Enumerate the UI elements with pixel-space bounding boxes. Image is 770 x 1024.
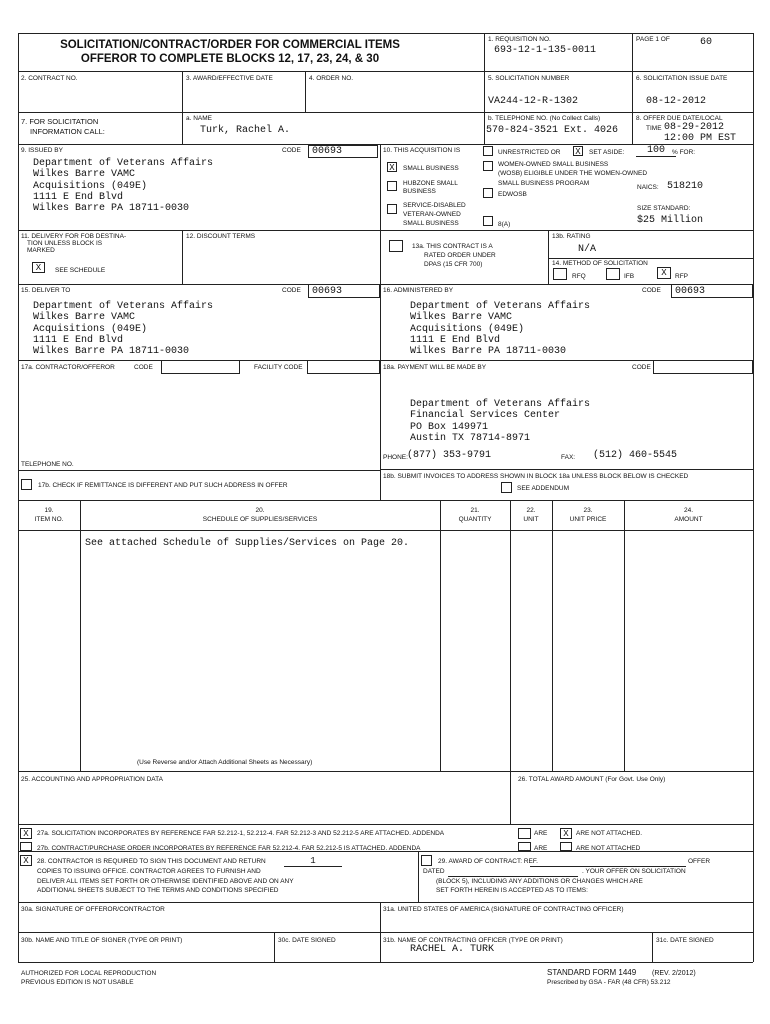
8a-label: 8(A) [498,221,511,228]
administered-by-code[interactable]: 00693 [671,284,753,298]
col-23-number: 23. [583,507,593,514]
edwosb-checkbox[interactable] [483,188,493,198]
address-line: PO Box 149971 [410,421,489,433]
wosb-label-3: SMALL BUSINESS PROGRAM [498,180,590,187]
address-line: 1111 E End Blvd [410,334,501,346]
address-line: Wilkes Barre VAMC [410,312,513,324]
sdvosb-label-1: SERVICE-DISABLED [403,202,466,209]
offer-due-label: 8. OFFER DUE DATE/LOCAL [636,115,723,122]
rating-value[interactable]: N/A [578,244,597,255]
27b-are-checkbox[interactable] [518,842,531,851]
27a-are-label: ARE [534,830,548,837]
27b-not-attached-checkbox[interactable] [560,842,572,851]
28-label-4: ADDITIONAL SHEETS SUBJECT TO THE TERMS AND CONDITIONS SPECIFIED [37,887,279,894]
col-21-number: 21. [470,507,480,514]
deliver-to-code-label: CODE [282,287,301,294]
deliver-to-address [33,301,213,357]
phone-label: PHONE: [383,454,408,461]
31c-label: 31c. DATE SIGNED [656,937,714,944]
31a-label: 31a. UNITED STATES OF AMERICA (SIGNATURE OF CONTRACTING OFFICER) [383,906,624,913]
sdvosb-checkbox[interactable] [387,204,397,214]
set-aside-checkbox[interactable]: X [573,146,583,156]
order-no-label: 4. ORDER NO. [309,75,354,82]
address-line: Austin TX 78714-8971 [410,432,531,444]
ifb-checkbox[interactable] [606,268,620,280]
31b-label: 31b. NAME OF CONTRACTING OFFICER (TYPE OR PRINT) [383,937,563,944]
method-label: 14. METHOD OF SOLICITATION [552,260,648,267]
contractor-code-field[interactable] [161,360,240,374]
fob-label-1: 11. DELIVERY FOR FOB DESTINA- [21,233,127,240]
small-business-checkbox[interactable]: X [387,162,397,172]
size-standard-value[interactable]: $25 Million [637,215,704,226]
time-label: TIME [646,125,662,132]
29-label-3: (BLOCK 5), INCLUDING ANY ADDITIONS OR CHANGES WHICH ARE [436,878,643,885]
27b-checkbox[interactable] [20,842,32,851]
30c-label: 30c. DATE SIGNED [278,937,336,944]
29-dated-label: DATED [423,868,445,875]
hubzone-checkbox[interactable] [387,181,397,191]
col-unit: UNIT [523,516,539,523]
address-line: Wilkes Barre PA 18711-0030 [33,346,190,358]
page-total: 60 [700,37,713,48]
telephone-no-label: TELEPHONE NO. [21,461,74,468]
contract-no-label: 2. CONTRACT NO. [21,75,78,82]
address-line: Department of Veterans Affairs [33,158,214,169]
requisition-label: 1. REQUISITION NO. [488,36,551,43]
addendum-checkbox[interactable] [501,482,512,493]
payment-fax[interactable]: (512) 460-5545 [593,450,678,461]
schedule-note: (Use Reverse and/or Attach Additional Sheets as Necessary) [137,759,313,766]
rated-order-label-1: 13a. THIS CONTRACT IS A [412,243,493,250]
rating-label: 13b. RATING [552,233,591,240]
28-copies[interactable]: 1 [284,857,342,867]
rated-order-label-3: DPAS (15 CFR 700) [424,261,483,268]
unrestricted-checkbox[interactable] [483,146,493,156]
wosb-label-2: (WOSB) ELIGIBLE UNDER THE WOMEN-OWNED [498,170,648,177]
27b-not-attached-label: ARE NOT ATTACHED [576,845,641,852]
footer-revision: (REV. 2/2012) [652,970,696,977]
col-schedule: SCHEDULE OF SUPPLIES/SERVICES [202,516,318,523]
remittance-label: 17b. CHECK IF REMITTANCE IS DIFFERENT AND PUT SUCH ADDRESS IN OFFER [38,482,288,489]
address-line: Acquisitions (049E) [33,323,148,335]
contractor-code-label: CODE [134,364,153,371]
issued-by-code[interactable]: 00693 [308,145,378,158]
facility-code-field[interactable] [307,360,380,374]
rfq-label: RFQ [572,273,586,280]
29-label-2: . YOUR OFFER ON SOLICITATION [582,868,686,875]
solicitation-number-label: 5. SOLICITATION NUMBER [488,75,570,82]
solicitation-info-label-2: INFORMATION CALL: [30,127,105,136]
27b-label: 27b. CONTRACT/PURCHASE ORDER INCORPORATES BY REFERENCE FAR 52.212-4. FAR 52.212-5 IS ATTACHED. ADDENDA [37,845,421,852]
issued-by-code-label: CODE [282,147,301,154]
col-amount: AMOUNT [674,516,703,523]
payment-code-field[interactable] [653,360,753,374]
contact-name-value[interactable]: Turk, Rachel A. [200,125,291,136]
address-line: Wilkes Barre VAMC [33,169,136,181]
address-line: Department of Veterans Affairs [410,399,591,410]
offer-due-date[interactable]: 08-29-2012 [664,122,725,133]
form-title-line2: OFFEROR TO COMPLETE BLOCKS 12, 17, 23, 24, & 30 [80,53,380,65]
edwosb-label: EDWOSB [498,191,527,198]
address-line: Financial Services Center [410,410,561,422]
payment-label: 18a. PAYMENT WILL BE MADE BY [383,364,487,371]
footer-form-number: STANDARD FORM 1449 [547,968,637,977]
deliver-to-label: 15. DELIVER TO [21,287,71,294]
col-22-number: 22. [526,507,536,514]
28-label-2: COPIES TO ISSUING OFFICE. CONTRACTOR AGREES TO FURNISH AND [37,868,261,875]
27a-checkbox[interactable]: X [20,828,32,839]
administered-by-label: 16. ADMINISTERED BY [383,287,454,294]
contractor-label: 17a. CONTRACTOR/OFFEROR [21,364,115,371]
administered-by-code-label: CODE [642,287,661,294]
27a-label: 27a. SOLICITATION INCORPORATES BY REFERENCE FAR 52.212-1, 52.212-4. FAR 52.212-3 AND 52.212-5 ARE ATTACHED. ADDENDA [37,830,445,837]
offer-due-time[interactable]: 12:00 PM EST [664,133,737,144]
fob-label-2: TION UNLESS BLOCK IS [27,240,103,247]
size-standard-label: SIZE STANDARD: [637,205,691,212]
address-line: Acquisitions (049E) [33,180,148,192]
requisition-value[interactable]: 693-12-1-135-0011 [494,45,597,56]
29-label-4: SET FORTH HEREIN IS ACCEPTED AS TO ITEMS: [436,887,588,894]
address-line: Wilkes Barre VAMC [33,312,136,324]
acquisition-label: 10. THIS ACQUISITION IS [383,147,461,154]
rfp-label: RFP [675,273,688,280]
address-line: Department of Veterans Affairs [33,301,214,312]
name-label: a. NAME [186,115,213,122]
address-line: Wilkes Barre PA 18711-0030 [410,346,567,358]
issued-by-address [33,158,213,214]
set-aside-label: SET ASIDE: [589,149,625,156]
ifb-label: IFB [624,273,635,280]
see-schedule-label: SEE SCHEDULE [55,267,106,274]
payment-address [410,399,590,444]
administered-by-address [410,301,590,357]
solicitation-info-label-1: 7. FOR SOLICITATION [21,117,99,126]
28-checkbox[interactable]: X [20,855,32,866]
27a-not-attached-label: ARE NOT ATTACHED. [576,830,643,837]
fax-label: FAX: [561,454,576,461]
total-award-label: 26. TOTAL AWARD AMOUNT (For Govt. Use Only) [518,776,666,783]
address-line: Acquisitions (049E) [410,323,525,335]
col-quantity: QUANTITY [458,516,492,523]
wosb-label-1: WOMEN-OWNED SMALL BUSINESS [498,161,609,168]
rated-order-checkbox[interactable] [389,240,403,252]
27a-not-attached-checkbox[interactable]: X [560,828,572,839]
col-19-number: 19. [44,507,54,514]
solicitation-date-value[interactable]: 08-12-2012 [646,96,707,107]
facility-code-label: FACILITY CODE [254,364,303,371]
30a-label: 30a. SIGNATURE OF OFFEROR/CONTRACTOR [21,906,165,913]
small-business-label: SMALL BUSINESS [403,165,459,172]
29-label-1: 29. AWARD OF CONTRACT: REF. [438,858,538,865]
schedule-content: See attached Schedule of Supplies/Services on Page 20. [85,538,410,549]
28-label-3: DELIVER ALL ITEMS SET FORTH OR OTHERWISE IDENTIFIED ABOVE AND ON ANY [37,878,294,885]
naics-value[interactable]: 518210 [667,181,704,192]
contracting-officer-name[interactable]: RACHEL A. TURK [410,944,495,955]
col-item-no: ITEM NO. [34,516,64,523]
rated-order-label-2: RATED ORDER UNDER [424,252,496,259]
percent-for-label: % FOR: [672,149,696,156]
col-24-number: 24. [683,507,694,514]
hubzone-label-1: HUBZONE SMALL [403,180,458,187]
wosb-checkbox[interactable] [483,161,493,171]
footer-prescribed: Prescribed by GSA - FAR (48 CFR) 53.212 [547,979,671,986]
payment-phone[interactable]: (877) 353-9791 [407,450,492,461]
payment-code-label: CODE [632,364,651,371]
footer-authorized: AUTHORIZED FOR LOCAL REPRODUCTION [21,970,157,977]
col-unit-price: UNIT PRICE [569,516,607,523]
remittance-checkbox[interactable] [21,479,32,490]
solicitation-number-value[interactable]: VA244-12-R-1302 [488,96,579,107]
address-line: Department of Veterans Affairs [410,301,591,312]
page-label: PAGE 1 OF [636,36,670,43]
addendum-label: SEE ADDENDUM [517,485,570,492]
rfp-checkbox[interactable]: X [657,267,671,279]
29-checkbox[interactable] [421,855,432,866]
award-date-label: 3. AWARD/EFFECTIVE DATE [186,75,273,82]
telephone-label: b. TELEPHONE NO. (No Collect Calls) [488,115,601,122]
telephone-value[interactable]: 570-824-3521 Ext. 4026 [486,125,619,136]
invoice-label: 18b. SUBMIT INVOICES TO ADDRESS SHOWN IN BLOCK 18a UNLESS BLOCK BELOW IS CHECKED [383,473,689,480]
col-20-number: 20. [255,507,265,514]
address-line: 1111 E End Blvd [33,334,124,346]
accounting-label: 25. ACCOUNTING AND APPROPRIATION DATA [21,776,163,783]
issued-by-label: 9. ISSUED BY [21,147,63,154]
unrestricted-label: UNRESTRICTED OR [498,149,561,156]
solicitation-date-label: 6. SOLICITATION ISSUE DATE [636,75,728,82]
27b-are-label: ARE [534,845,548,852]
see-schedule-checkbox[interactable]: X [32,262,45,273]
naics-label: NAICS: [637,184,659,191]
deliver-to-code[interactable]: 00693 [308,284,380,298]
set-aside-percent[interactable]: 100 [636,145,676,157]
29-offer-label: OFFER [688,858,711,865]
fob-label-3: MARKED [27,247,55,254]
hubzone-label-2: BUSINESS [403,188,436,195]
address-line: Wilkes Barre PA 18711-0030 [33,203,190,215]
form-title-line1: SOLICITATION/CONTRACT/ORDER FOR COMMERCIAL ITEMS [60,39,400,51]
28-label-1: 28. CONTRACTOR IS REQUIRED TO SIGN THIS DOCUMENT AND RETURN [37,858,266,865]
discount-terms-label: 12. DISCOUNT TERMS [186,233,256,240]
8a-checkbox[interactable] [483,216,493,226]
sdvosb-label-3: SMALL BUSINESS [403,220,459,227]
27a-are-checkbox[interactable] [518,828,531,839]
address-line: 1111 E End Blvd [33,191,124,203]
30b-label: 30b. NAME AND TITLE OF SIGNER (TYPE OR PRINT) [21,937,183,944]
sdvosb-label-2: VETERAN-OWNED [403,211,461,218]
footer-previous-edition: PREVIOUS EDITION IS NOT USABLE [21,979,134,986]
rfq-checkbox[interactable] [553,268,567,280]
